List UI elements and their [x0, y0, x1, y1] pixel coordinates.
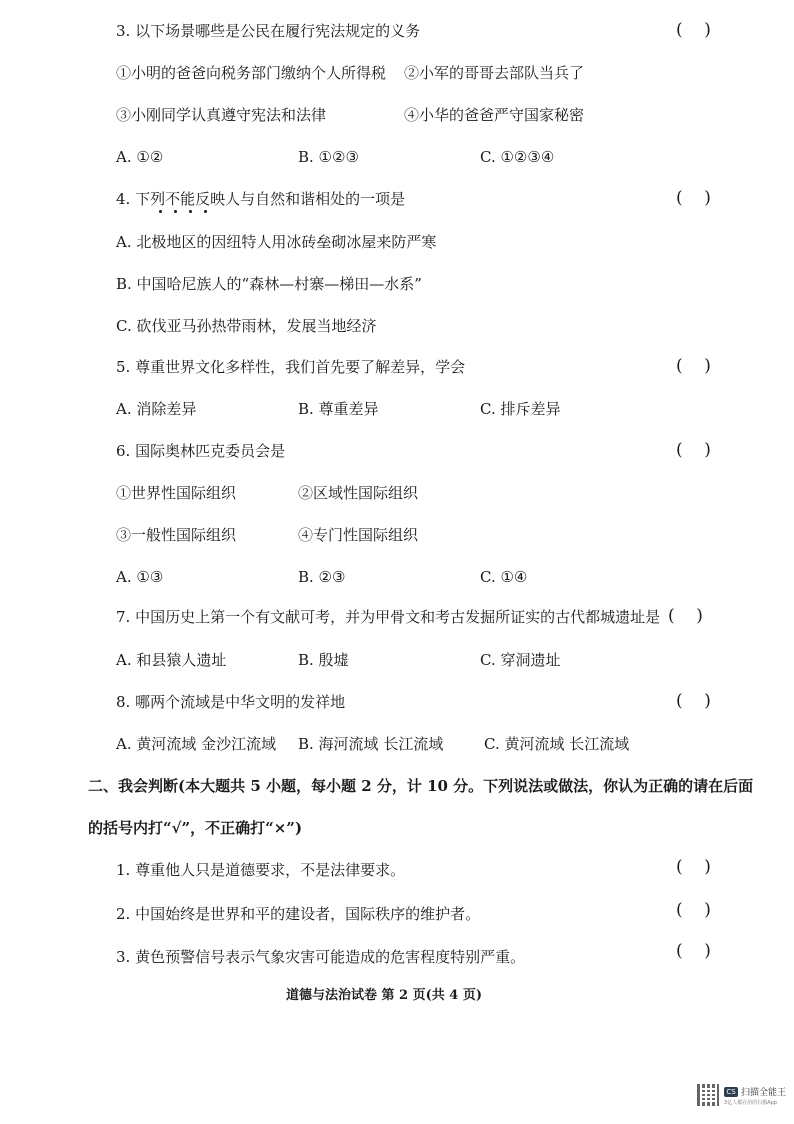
q7-stem: 7. 中国历史上第一个有文献可考，并为甲骨文和考古发掘所证实的古代都城遗址是	[116, 608, 661, 626]
judge-item-3-paren[interactable]: ( )	[676, 941, 711, 961]
q5-answer-paren[interactable]: ( )	[676, 356, 711, 376]
q8-choice-c: C. 黄河流域 长江流域	[484, 735, 630, 753]
judge-item-2: 2. 中国始终是世界和平的建设者，国际秩序的维护者。	[116, 905, 481, 923]
emphasis-dot	[174, 210, 177, 213]
judge-item-1-paren[interactable]: ( )	[676, 857, 711, 877]
q8-choice-b: B. 海河流域 长江流域	[298, 735, 444, 753]
q5-choice-b: B. 尊重差异	[298, 400, 379, 418]
q6-stem: 6. 国际奥林匹克委员会是	[116, 442, 286, 460]
q3-stem: 3. 以下场景哪些是公民在履行宪法规定的义务	[116, 22, 421, 40]
q5-stem: 5. 尊重世界文化多样性，我们首先要了解差异，学会	[116, 358, 466, 376]
q8-answer-paren[interactable]: ( )	[676, 691, 711, 711]
q6-answer-paren[interactable]: ( )	[676, 440, 711, 460]
q4-choice-b: B. 中国哈尼族人的“森林—村寨—梯田—水系”	[116, 275, 422, 293]
camscanner-name: 扫描全能王	[741, 1088, 787, 1098]
qr-code-icon	[697, 1084, 719, 1106]
q3-answer-paren[interactable]: ( )	[676, 20, 711, 40]
emphasis-dot	[204, 210, 207, 213]
camscanner-slogan: 3亿人都在用的扫描App	[724, 1100, 777, 1106]
q7-choice-c: C. 穿洞遗址	[480, 651, 561, 669]
q3-choice-a: A. ①②	[116, 148, 164, 166]
q6-option-1: ①世界性国际组织	[116, 484, 237, 502]
q3-option-1: ①小明的爸爸向税务部门缴纳个人所得税	[116, 64, 387, 82]
judge-item-2-paren[interactable]: ( )	[676, 900, 711, 920]
section2-header-line2: 的括号内打“√”，不正确打“×”)	[88, 819, 303, 837]
q3-option-2: ②小军的哥哥去部队当兵了	[404, 64, 585, 82]
judge-item-1: 1. 尊重他人只是道德要求，不是法律要求。	[116, 861, 406, 879]
judge-item-3: 3. 黄色预警信号表示气象灾害可能造成的危害程度特别严重。	[116, 948, 526, 966]
emphasis-dot	[159, 210, 162, 213]
q3-option-4: ④小华的爸爸严守国家秘密	[404, 106, 585, 124]
camscanner-logo: CS	[724, 1087, 738, 1097]
q6-choice-c: C. ①④	[480, 568, 528, 586]
emphasis-dot	[189, 210, 192, 213]
q5-choice-a: A. 消除差异	[116, 400, 197, 418]
q4-stem: 4. 下列不能反映人与自然和谐相处的一项是	[116, 190, 406, 208]
q7-choice-b: B. 殷墟	[298, 651, 349, 669]
q7-answer-paren[interactable]: ( )	[668, 606, 703, 626]
q6-option-2: ②区域性国际组织	[298, 484, 419, 502]
q8-stem: 8. 哪两个流域是中华文明的发祥地	[116, 693, 346, 711]
q6-choice-a: A. ①③	[116, 568, 164, 586]
q6-choice-b: B. ②③	[298, 568, 346, 586]
q4-answer-paren[interactable]: ( )	[676, 188, 711, 208]
q6-option-3: ③一般性国际组织	[116, 526, 237, 544]
q6-option-4: ④专门性国际组织	[298, 526, 419, 544]
q4-choice-c: C. 砍伐亚马孙热带雨林，发展当地经济	[116, 317, 377, 335]
q5-choice-c: C. 排斥差异	[480, 400, 561, 418]
section2-header-line1: 二、我会判断(本大题共 5 小题，每小题 2 分，计 10 分。下列说法或做法，你认为正确的请在后面	[88, 777, 754, 795]
page-footer: 道德与法治试卷 第 2 页(共 4 页)	[286, 988, 483, 1003]
q3-choice-c: C. ①②③④	[480, 148, 555, 166]
q3-choice-b: B. ①②③	[298, 148, 359, 166]
q4-choice-a: A. 北极地区的因纽特人用冰砖垒砌冰屋来防严寒	[116, 233, 437, 251]
q8-choice-a: A. 黄河流域 金沙江流域	[116, 735, 277, 753]
q3-option-3: ③小刚同学认真遵守宪法和法律	[116, 106, 327, 124]
q7-choice-a: A. 和县猿人遗址	[116, 651, 227, 669]
